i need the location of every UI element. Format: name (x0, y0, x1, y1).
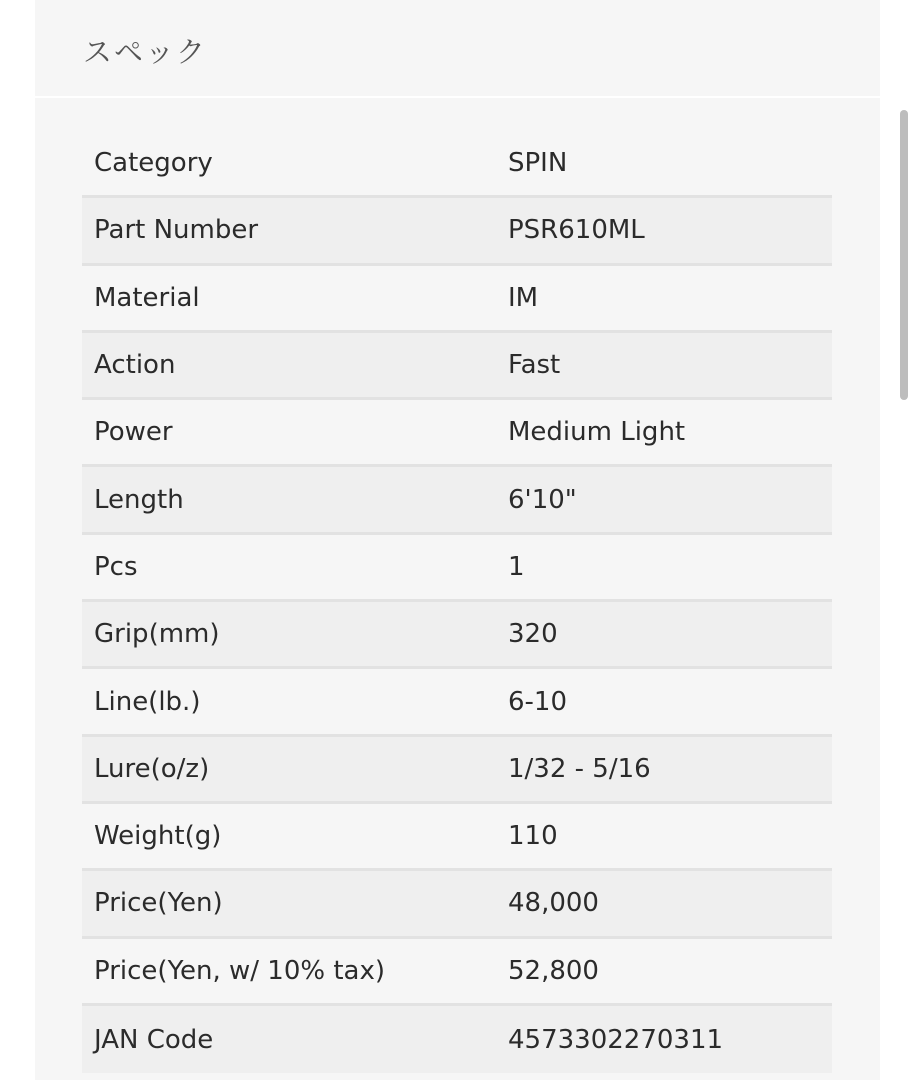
spec-label: Category (94, 148, 213, 179)
spec-value: 320 (508, 619, 558, 650)
spec-label: JAN Code (94, 1024, 214, 1055)
spec-row (82, 198, 832, 265)
spec-label: Weight(g) (94, 821, 222, 852)
spec-label: Lure(o/z) (94, 753, 210, 784)
spec-label: Power (94, 417, 173, 448)
spec-row (82, 871, 832, 938)
spec-table (82, 131, 832, 1073)
spec-value: IM (508, 282, 539, 313)
spec-row (82, 333, 832, 400)
spec-row (82, 602, 832, 669)
spec-value: 4573302270311 (508, 1024, 724, 1055)
spec-value: 1 (508, 551, 525, 582)
spec-row (82, 400, 832, 467)
spec-label: Grip(mm) (94, 619, 220, 650)
spec-value: SPIN (508, 148, 568, 179)
spec-row (82, 467, 832, 534)
spec-row (82, 939, 832, 1006)
spec-value: 52,800 (508, 955, 599, 986)
spec-row (82, 1006, 832, 1073)
spec-value: Medium Light (508, 417, 686, 448)
spec-label: Action (94, 350, 176, 381)
spec-panel (35, 0, 880, 1080)
spec-label: Pcs (94, 551, 138, 582)
spec-row (82, 737, 832, 804)
spec-value: PSR610ML (508, 215, 645, 246)
spec-value: 110 (508, 821, 558, 852)
spec-panel-header (35, 0, 880, 98)
spec-label: Line(lb.) (94, 686, 201, 717)
spec-value: 6'10" (508, 484, 577, 515)
spec-value: Fast (508, 350, 561, 381)
spec-panel-title: スペック (83, 35, 208, 69)
spec-value: 48,000 (508, 888, 599, 919)
spec-label: Part Number (94, 215, 259, 246)
spec-label: Material (94, 282, 200, 313)
spec-row (82, 804, 832, 871)
scrollbar[interactable] (900, 110, 908, 400)
spec-row (82, 266, 832, 333)
spec-value: 6-10 (508, 686, 568, 717)
spec-label: Price(Yen, w/ 10% tax) (94, 955, 386, 986)
spec-row (82, 131, 832, 198)
spec-label: Price(Yen) (94, 888, 223, 919)
spec-row (82, 669, 832, 736)
spec-value: 1/32 - 5/16 (508, 753, 651, 784)
spec-row (82, 535, 832, 602)
spec-label: Length (94, 484, 184, 515)
